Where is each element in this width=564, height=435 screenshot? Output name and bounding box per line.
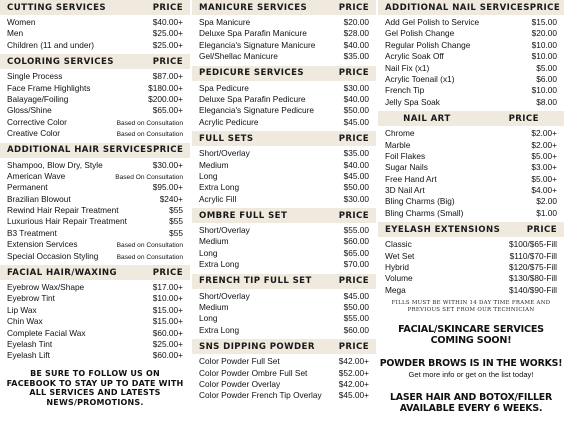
service-name: 3D Nail Art <box>385 185 425 196</box>
service-row <box>7 251 183 262</box>
service-name: Wet Set <box>385 250 415 261</box>
service-list <box>0 280 190 365</box>
service-row <box>385 28 557 39</box>
service-name: Gloss/Shine <box>7 105 52 116</box>
section-header <box>0 54 190 69</box>
section-header <box>0 0 190 15</box>
service-row <box>7 117 183 128</box>
section-header <box>378 222 564 237</box>
service-price: $40.00 <box>343 159 369 170</box>
follow-facebook-text: BE SURE TO FOLLOW US ON FACEBOOK TO STAY UP TO DATE WITH ALL SERVICES AND LATESTS NEWS/PROMOTIONS. <box>6 368 184 408</box>
service-price: $25.00+ <box>152 338 183 349</box>
service-list <box>378 15 564 111</box>
service-name: Foil Flakes <box>385 150 426 161</box>
service-row <box>7 239 183 250</box>
service-row <box>385 17 557 28</box>
service-price: $60.00+ <box>152 350 183 361</box>
section-eyelash <box>378 222 564 299</box>
service-price: $65.00 <box>343 247 369 258</box>
service-row <box>385 208 557 219</box>
section-title: EYELASH EXTENSIONS <box>385 224 501 235</box>
section-title: OMBRE FULL SET <box>199 210 288 221</box>
service-price: $3.00+ <box>531 162 557 173</box>
service-name: Special Occasion Styling <box>7 250 99 261</box>
service-name: Add Gel Polish to Service <box>385 17 480 27</box>
service-name: Extension Services <box>7 239 78 250</box>
service-price: $15.00+ <box>152 316 183 327</box>
service-row <box>385 128 557 139</box>
service-row <box>385 151 557 162</box>
column-hair <box>0 0 190 408</box>
service-price: $55 <box>169 205 183 216</box>
section-title: FULL SETS <box>199 133 254 144</box>
service-name: Color Powder French Tip Overlay <box>199 390 322 401</box>
promo-brows: POWDER BROWS IS IN THE WORKS! <box>379 358 563 370</box>
section-header <box>378 0 564 15</box>
service-row <box>7 40 183 51</box>
service-row <box>199 117 369 128</box>
service-price: $5.00+ <box>531 150 557 161</box>
service-name: Sugar Nails <box>385 162 428 173</box>
service-price: $180.00+ <box>148 82 183 93</box>
service-row <box>199 182 369 193</box>
price-column-label: PRICE <box>529 2 561 13</box>
section-sns <box>192 339 376 405</box>
section-manicure <box>192 0 376 66</box>
service-row <box>199 83 369 94</box>
service-name: Hybrid <box>385 262 409 273</box>
eyelash-fill-note: FILLS MUST BE WITHIN 14 DAY TIME FRAME AND PREVIOUS SET FROM OUR TECHNICIAN <box>391 300 551 314</box>
service-price: $130/$80-Fill <box>509 273 557 284</box>
price-column-label: PRICE <box>508 113 539 124</box>
service-price: $50.00 <box>343 105 369 116</box>
service-name: Elegancia's Signature Pedicure <box>199 105 315 116</box>
service-row <box>385 251 557 262</box>
service-list <box>0 15 190 54</box>
service-row <box>385 85 557 96</box>
service-price: $1.00 <box>536 207 557 218</box>
service-name: Medium <box>199 159 229 170</box>
service-price: Based on Consultation <box>116 253 183 261</box>
service-list <box>192 81 376 132</box>
section-header <box>192 274 376 289</box>
service-row <box>199 325 369 336</box>
service-list <box>192 146 376 208</box>
service-name: Classic <box>385 239 412 250</box>
section-title: COLORING SERVICES <box>7 56 114 67</box>
service-price: $40.00 <box>343 39 369 50</box>
promo-facial: FACIAL/SKINCARE SERVICES COMING SOON! <box>398 324 544 347</box>
service-name: Women <box>7 17 36 27</box>
service-row <box>199 368 369 379</box>
section-title: FACIAL HAIR/WAXING <box>7 267 117 278</box>
price-column-label: PRICE <box>338 276 369 287</box>
service-row <box>199 28 369 39</box>
section-title: FRENCH TIP FULL SET <box>199 276 312 287</box>
service-price: $35.00 <box>343 148 369 159</box>
section-header <box>0 265 190 280</box>
service-price: $4.00+ <box>531 185 557 196</box>
service-row <box>199 291 369 302</box>
price-column-label: PRICE <box>338 68 369 79</box>
service-name: Acrylic Pedicure <box>199 116 259 127</box>
service-price: $2.00+ <box>531 139 557 150</box>
service-row <box>7 28 183 39</box>
service-price: $40.00 <box>343 93 369 104</box>
section-header <box>0 143 190 158</box>
section-header <box>192 66 376 81</box>
section-additional-hair <box>0 143 190 266</box>
service-row <box>385 74 557 85</box>
column-extras <box>378 0 564 414</box>
service-price: $2.00+ <box>531 128 557 139</box>
service-name: Bling Charms (Big) <box>385 196 455 207</box>
service-price: $10.00 <box>531 39 557 50</box>
service-name: Eyelash Tint <box>7 338 53 349</box>
service-row <box>385 239 557 250</box>
service-price: $45.00+ <box>338 390 369 401</box>
service-price: $35.00 <box>343 51 369 62</box>
section-title: CUTTING SERVICES <box>7 2 106 13</box>
service-price: $10.00 <box>531 51 557 62</box>
service-price: $15.00 <box>531 17 557 27</box>
service-row <box>385 162 557 173</box>
service-price: $2.00 <box>536 196 557 207</box>
service-price: $55.00 <box>343 225 369 236</box>
price-column-label: PRICE <box>152 267 183 278</box>
service-row <box>199 194 369 205</box>
service-name: Rewind Hair Repair Treatment <box>7 205 119 216</box>
service-name: Mega <box>385 284 406 295</box>
section-header <box>378 111 564 126</box>
service-price: $8.00 <box>536 96 557 107</box>
service-price: $6.00 <box>536 73 557 84</box>
section-additional-nail <box>378 0 564 111</box>
service-row <box>7 182 183 193</box>
service-name: Eyebrow Tint <box>7 293 55 304</box>
service-row <box>7 105 183 116</box>
service-row <box>199 40 369 51</box>
service-name: American Wave <box>7 170 66 181</box>
service-price: $100/$65-Fill <box>509 239 557 250</box>
service-price: Based on Consultation <box>116 131 183 139</box>
service-name: Acrylic Fill <box>199 193 237 204</box>
service-price: $5.00+ <box>531 173 557 184</box>
service-name: Short/Overlay <box>199 290 250 301</box>
service-name: Luxurious Hair Repair Treatment <box>7 216 127 227</box>
service-name: Jelly Spa Soak <box>385 96 440 107</box>
service-price: $10.00+ <box>152 293 183 304</box>
service-row <box>199 105 369 116</box>
section-header <box>192 131 376 146</box>
service-price: $52.00+ <box>338 367 369 378</box>
service-list <box>378 237 564 299</box>
service-price: $60.00 <box>343 324 369 335</box>
service-name: Balayage/Foiling <box>7 93 69 104</box>
service-row <box>7 282 183 293</box>
service-price: $60.00 <box>343 236 369 247</box>
service-name: Short/Overlay <box>199 148 250 159</box>
price-column-label: PRICE <box>152 2 183 13</box>
service-name: Bling Charms (Small) <box>385 207 464 218</box>
service-price: $60.00+ <box>152 327 183 338</box>
service-price: $65.00+ <box>152 105 183 116</box>
service-list <box>192 223 376 274</box>
service-price: $15.00+ <box>152 304 183 315</box>
service-name: Long <box>199 170 218 181</box>
service-row <box>385 262 557 273</box>
section-nail-art <box>378 111 564 222</box>
service-price: $42.00+ <box>338 356 369 367</box>
service-name: Complete Facial Wax <box>7 327 86 338</box>
service-price: $25.00+ <box>152 28 183 39</box>
service-row <box>385 97 557 108</box>
section-french <box>192 274 376 340</box>
service-price: $5.00 <box>536 62 557 73</box>
service-name: Eyebrow Wax/Shape <box>7 282 85 293</box>
service-name: Medium <box>199 302 229 313</box>
section-coloring <box>0 54 190 142</box>
service-row <box>7 228 183 239</box>
service-row <box>199 236 369 247</box>
service-name: Face Frame Highlights <box>7 82 91 93</box>
service-name: Gel/Shellac Manicure <box>199 51 278 62</box>
service-row <box>199 17 369 28</box>
service-price: $30.00 <box>343 193 369 204</box>
service-list <box>378 126 564 222</box>
section-title: MANICURE SERVICES <box>199 2 308 13</box>
service-price: $45.00 <box>343 290 369 301</box>
service-row <box>199 248 369 259</box>
service-name: Shampoo, Blow Dry, Style <box>7 159 103 170</box>
service-name: Extra Long <box>199 182 240 193</box>
service-row <box>7 17 183 28</box>
section-header <box>192 339 376 354</box>
service-name: Single Process <box>7 71 63 82</box>
service-price: Based on Consultation <box>116 242 183 250</box>
service-row <box>385 273 557 284</box>
service-row <box>7 339 183 350</box>
service-row <box>199 356 369 367</box>
service-name: Brazilian Blowout <box>7 193 71 204</box>
column-nails <box>192 0 376 405</box>
section-full-sets <box>192 131 376 208</box>
service-row <box>199 302 369 313</box>
service-name: Long <box>199 313 218 324</box>
service-price: $40.00+ <box>152 17 183 27</box>
section-title: ADDITIONAL HAIR SERVICES <box>7 145 153 156</box>
service-row <box>7 350 183 361</box>
service-name: Permanent <box>7 182 48 193</box>
service-row <box>7 94 183 105</box>
service-name: Lip Wax <box>7 304 37 315</box>
service-row <box>7 160 183 171</box>
service-row <box>385 140 557 151</box>
service-price: Based On Consultation <box>115 173 183 181</box>
service-price: $45.00 <box>343 170 369 181</box>
service-row <box>7 216 183 227</box>
section-pedicure <box>192 66 376 132</box>
service-name: Color Powder Overlay <box>199 378 281 389</box>
service-price: $50.00 <box>343 302 369 313</box>
service-price: $120/$75-Fill <box>509 262 557 273</box>
service-row <box>385 185 557 196</box>
service-price: $55 <box>169 227 183 238</box>
service-price: $70.00 <box>343 259 369 270</box>
service-list <box>192 354 376 405</box>
service-name: Extra Long <box>199 259 240 270</box>
service-row <box>385 63 557 74</box>
service-name: Corrective Color <box>7 116 67 127</box>
service-price: $140/$90-Fill <box>509 284 557 295</box>
service-price: $95.00+ <box>152 182 183 193</box>
service-name: Regular Polish Change <box>385 39 471 50</box>
service-name: Acrylic Soak Off <box>385 51 444 62</box>
service-name: Marble <box>385 139 411 150</box>
service-name: B3 Treatment <box>7 227 57 238</box>
service-name: Eyelash Lift <box>7 350 50 361</box>
service-price: $240+ <box>159 193 183 204</box>
service-row <box>7 171 183 182</box>
service-name: Short/Overlay <box>199 225 250 236</box>
service-name: Creative Color <box>7 128 61 139</box>
service-name: Men <box>7 28 24 39</box>
service-row <box>199 225 369 236</box>
price-column-label: PRICE <box>152 145 184 156</box>
service-row <box>7 128 183 139</box>
service-row <box>7 83 183 94</box>
service-price: $17.00+ <box>152 282 183 293</box>
section-title: SNS DIPPING POWDER <box>199 341 315 352</box>
service-name: Free Hand Art <box>385 173 437 184</box>
service-row <box>199 148 369 159</box>
service-name: Children (11 and under) <box>7 39 95 50</box>
service-row <box>7 194 183 205</box>
service-row <box>385 174 557 185</box>
service-row <box>199 171 369 182</box>
service-name: Gel Polish Change <box>385 28 455 39</box>
service-price: $87.00+ <box>152 71 183 82</box>
service-list <box>0 69 190 142</box>
service-row <box>199 51 369 62</box>
service-price: $28.00 <box>343 28 369 39</box>
price-column-label: PRICE <box>526 224 557 235</box>
service-row <box>385 51 557 62</box>
service-row <box>199 313 369 324</box>
service-price: $110/$70-Fill <box>509 250 557 261</box>
service-row <box>7 328 183 339</box>
service-price: $50.00 <box>343 182 369 193</box>
section-header <box>192 208 376 223</box>
price-column-label: PRICE <box>338 210 369 221</box>
service-price: $200.00+ <box>148 93 183 104</box>
service-name: Volume <box>385 273 413 284</box>
section-title: ADDITIONAL NAIL SERVICES <box>385 2 530 13</box>
section-cutting <box>0 0 190 54</box>
service-row <box>385 40 557 51</box>
section-facial-hair <box>0 265 190 365</box>
service-list <box>192 15 376 66</box>
price-column-label: PRICE <box>338 341 369 352</box>
section-ombre <box>192 208 376 274</box>
service-row <box>7 205 183 216</box>
service-row <box>199 390 369 401</box>
service-price: $45.00 <box>343 116 369 127</box>
service-price: $25.00+ <box>152 39 183 50</box>
service-row <box>7 305 183 316</box>
promo-brows-sub: Get more info or get on the list today! <box>408 370 534 380</box>
service-row <box>199 259 369 270</box>
service-row <box>199 160 369 171</box>
service-price: Based on Consultation <box>116 119 183 127</box>
service-price: $55.00 <box>343 313 369 324</box>
price-column-label: PRICE <box>152 56 183 67</box>
service-name: Spa Manicure <box>199 17 251 27</box>
service-price: $30.00+ <box>152 159 183 170</box>
service-name: Chrome <box>385 128 415 139</box>
section-header <box>192 0 376 15</box>
promo-laser: LASER HAIR AND BOTOX/FILLER AVAILABLE EVERY 6 WEEKS. <box>390 392 552 414</box>
service-name: Long <box>199 247 218 258</box>
service-name: Color Powder Ombre Full Set <box>199 367 308 378</box>
service-row <box>7 71 183 82</box>
service-row <box>199 379 369 390</box>
service-row <box>7 293 183 304</box>
service-price: $10.00 <box>531 85 557 96</box>
service-list <box>0 158 190 266</box>
service-row <box>7 316 183 327</box>
service-name: Deluxe Spa Parafin Pedicure <box>199 93 306 104</box>
service-name: Chin Wax <box>7 316 43 327</box>
service-row <box>385 196 557 207</box>
service-name: Acrylic Toenail (x1) <box>385 73 455 84</box>
service-name: Nail Fix (x1) <box>385 62 430 73</box>
service-price: $20.00 <box>343 17 369 27</box>
service-row <box>199 94 369 105</box>
section-title: PEDICURE SERVICES <box>199 68 304 79</box>
service-price: $55 <box>169 216 183 227</box>
section-title: NAIL ART <box>403 113 451 124</box>
price-column-label: PRICE <box>338 2 369 13</box>
service-name: Spa Pedicure <box>199 82 249 93</box>
service-name: French Tip <box>385 85 425 96</box>
service-price: $42.00+ <box>338 378 369 389</box>
service-name: Elegancia's Signature Manicure <box>199 39 316 50</box>
service-name: Color Powder Full Set <box>199 356 280 367</box>
service-list <box>192 289 376 340</box>
price-column-label: PRICE <box>338 133 369 144</box>
service-name: Medium <box>199 236 229 247</box>
service-name: Extra Long <box>199 324 240 335</box>
service-row <box>385 285 557 296</box>
service-name: Deluxe Spa Parafin Manicure <box>199 28 307 39</box>
service-price: $20.00 <box>531 28 557 39</box>
service-price: $30.00 <box>343 82 369 93</box>
